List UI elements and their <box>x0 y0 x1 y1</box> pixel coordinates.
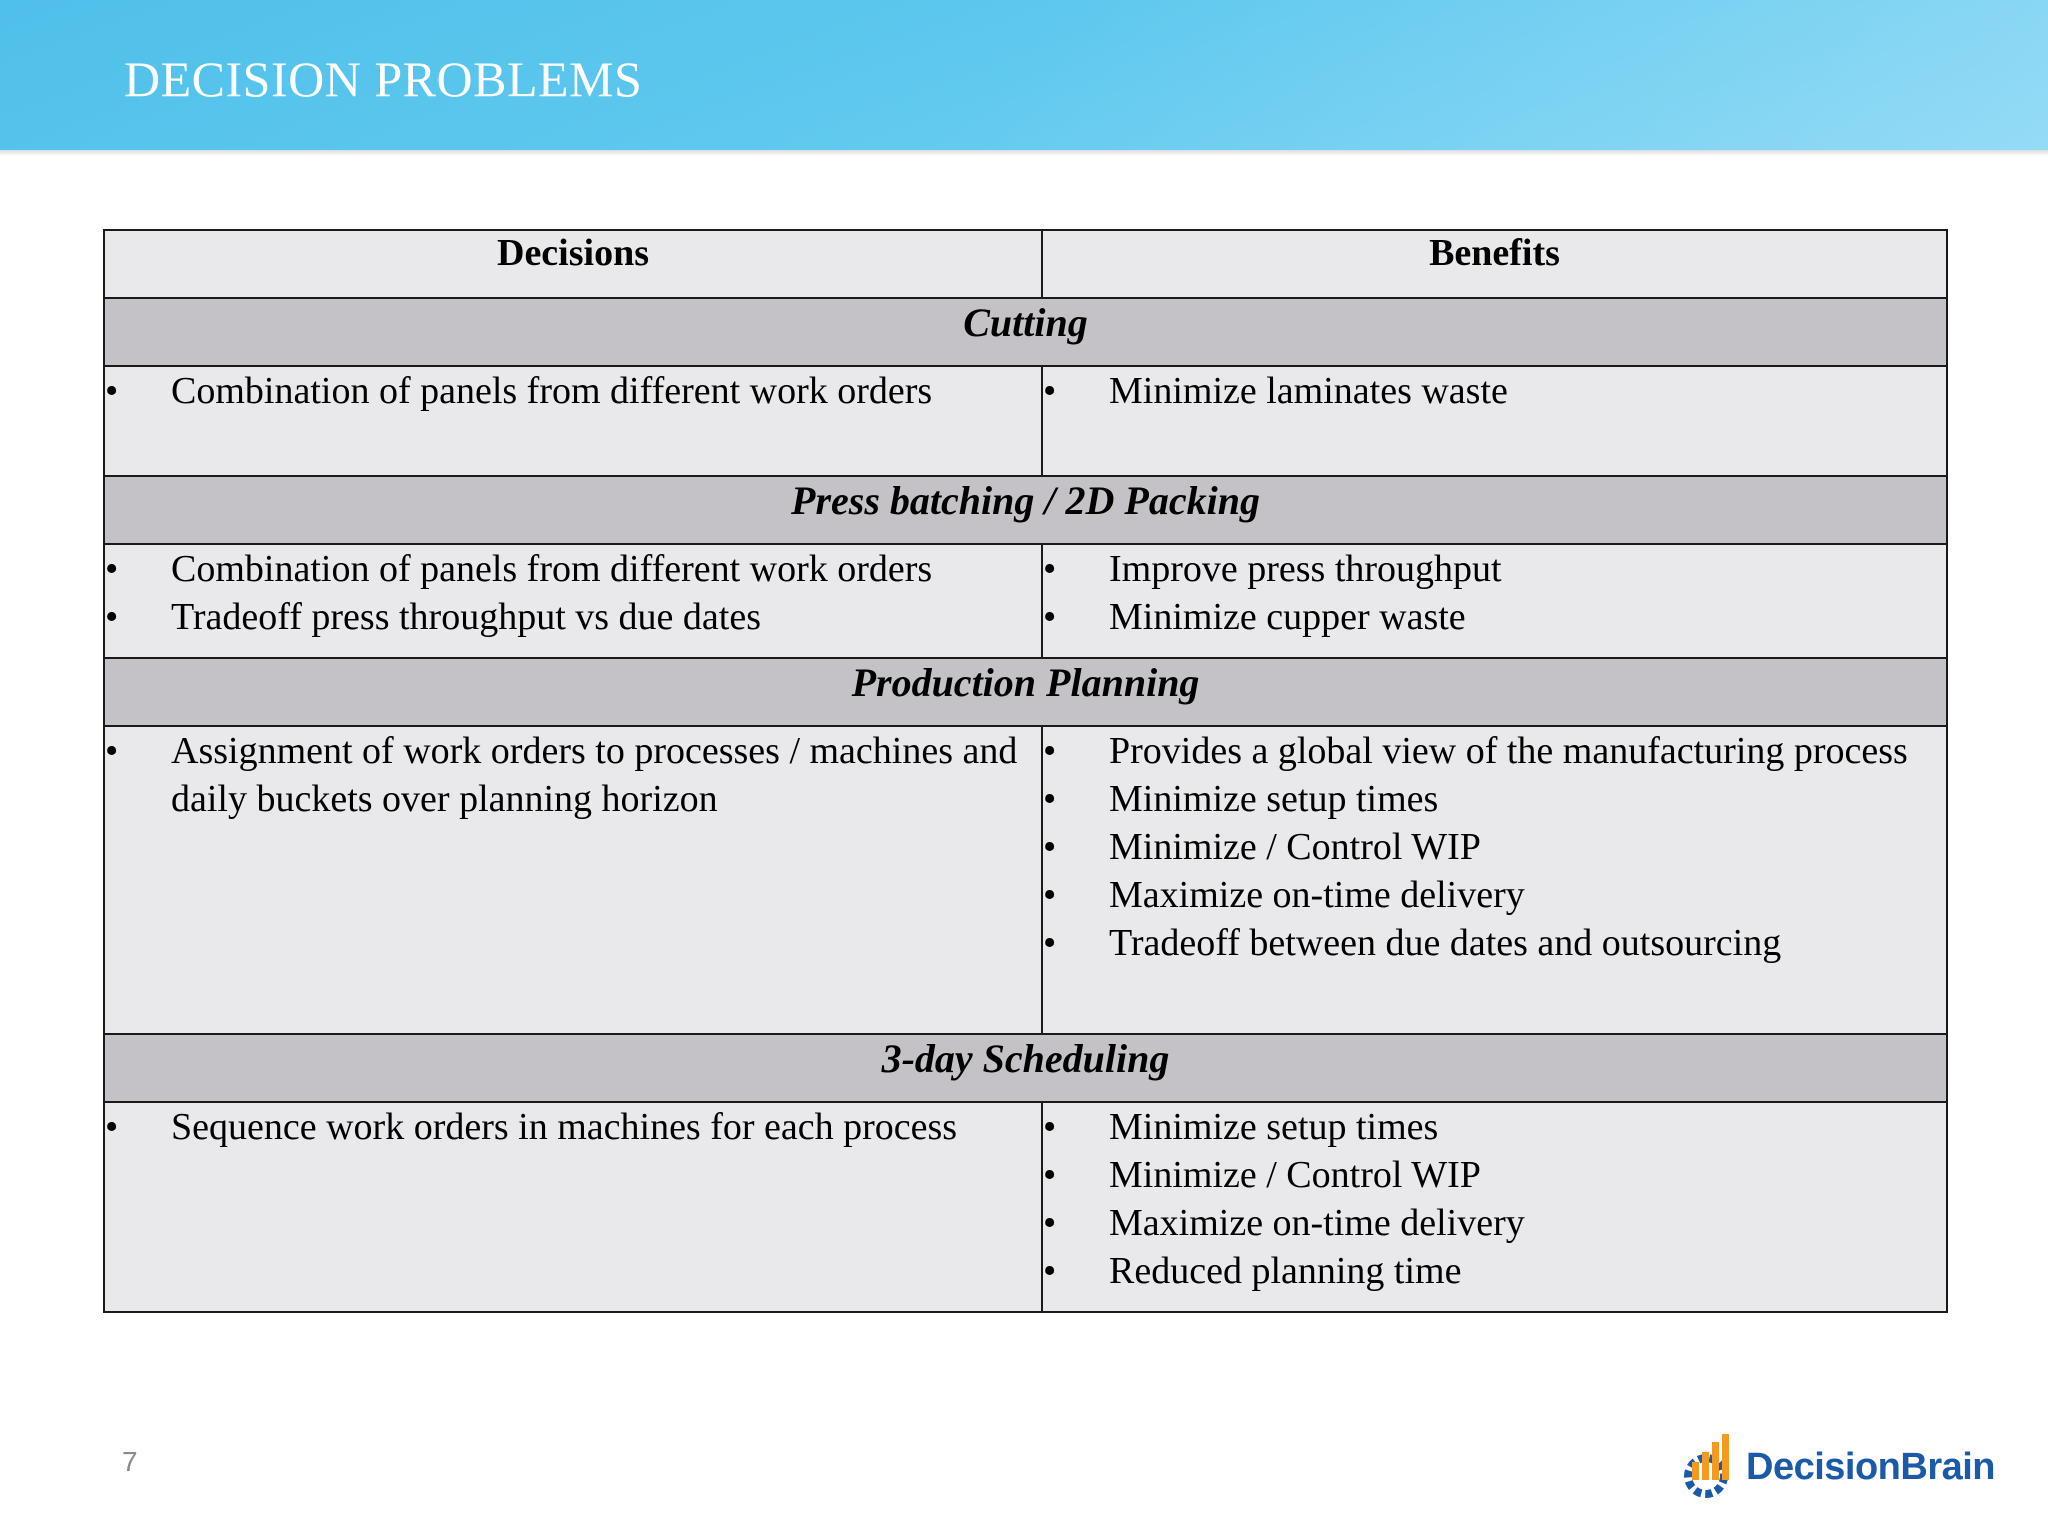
decisions-cell <box>104 1102 1042 1312</box>
list-item: • Maximize on-time delivery <box>1043 1199 1946 1247</box>
header-shadow <box>0 150 2048 156</box>
table-row <box>104 1102 1947 1312</box>
list-item: • Combination of panels from different work orders <box>105 367 1041 415</box>
benefits-cell <box>1042 726 1947 1034</box>
table-row <box>104 726 1947 1034</box>
table-row <box>104 366 1947 476</box>
benefits-cell <box>1042 1102 1947 1312</box>
list-item: • Combination of panels from different work orders <box>105 545 1041 593</box>
gear-chart-icon <box>1678 1432 1740 1502</box>
section-title-press-batching: Press batching / 2D Packing <box>104 476 1947 544</box>
bullet-icon: • <box>105 730 119 772</box>
section-title-3-day-scheduling: 3-day Scheduling <box>104 1034 1947 1102</box>
list-item: • Minimize setup times <box>1043 775 1946 823</box>
page-number: 7 <box>122 1446 138 1477</box>
benefits-cell <box>1042 544 1947 658</box>
bullet-icon: • <box>1043 1202 1057 1244</box>
table-row <box>104 544 1947 658</box>
bullet-icon: • <box>1043 922 1057 964</box>
decisions-cell <box>104 544 1042 658</box>
page-title: DECISION PROBLEMS <box>124 51 643 107</box>
decisionbrain-logo <box>1678 1430 1995 1504</box>
header-band <box>0 0 2048 150</box>
list-item: • Provides a global view of the manufacturing process <box>1043 727 1946 775</box>
logo-text: DecisionBrain <box>1746 1445 1996 1488</box>
section-title-production-planning: Production Planning <box>104 658 1947 726</box>
column-header-benefits: Benefits <box>1042 230 1947 298</box>
benefits-cell <box>1042 366 1947 476</box>
bullet-icon: • <box>1043 778 1057 820</box>
list-item: • Minimize / Control WIP <box>1043 823 1946 871</box>
bullet-icon: • <box>105 548 119 590</box>
section-row <box>104 298 1947 366</box>
list-item: • Minimize laminates waste <box>1043 367 1946 415</box>
bullet-icon: • <box>1043 1250 1057 1292</box>
decisions-cell <box>104 726 1042 1034</box>
decision-table <box>103 229 1948 1313</box>
section-row <box>104 1034 1947 1102</box>
list-item: • Minimize / Control WIP <box>1043 1151 1946 1199</box>
bullet-icon: • <box>1043 596 1057 638</box>
list-item: • Sequence work orders in machines for each process <box>105 1103 1041 1151</box>
list-item: • Minimize setup times <box>1043 1103 1946 1151</box>
bullet-icon: • <box>1043 826 1057 868</box>
bullet-icon: • <box>105 1106 119 1148</box>
bullet-icon: • <box>105 370 119 412</box>
section-title-cutting: Cutting <box>104 298 1947 366</box>
column-header-decisions: Decisions <box>104 230 1042 298</box>
list-item: • Reduced planning time <box>1043 1247 1946 1295</box>
list-item: • Improve press throughput <box>1043 545 1946 593</box>
list-item: • Tradeoff between due dates and outsourcing <box>1043 919 1946 967</box>
list-item: • Assignment of work orders to processes / machines and daily buckets over planning horizon <box>105 727 1041 823</box>
section-row <box>104 476 1947 544</box>
bullet-icon: • <box>1043 1106 1057 1148</box>
section-row <box>104 658 1947 726</box>
bullet-icon: • <box>1043 874 1057 916</box>
bullet-icon: • <box>105 596 119 638</box>
bullet-icon: • <box>1043 548 1057 590</box>
list-item: • Minimize cupper waste <box>1043 593 1946 641</box>
header-sheen <box>937 0 2048 150</box>
list-item: • Tradeoff press throughput vs due dates <box>105 593 1041 641</box>
bullet-icon: • <box>1043 730 1057 772</box>
table-header-row <box>104 230 1947 298</box>
bullet-icon: • <box>1043 370 1057 412</box>
decisions-cell <box>104 366 1042 476</box>
list-item: • Maximize on-time delivery <box>1043 871 1946 919</box>
bullet-icon: • <box>1043 1154 1057 1196</box>
